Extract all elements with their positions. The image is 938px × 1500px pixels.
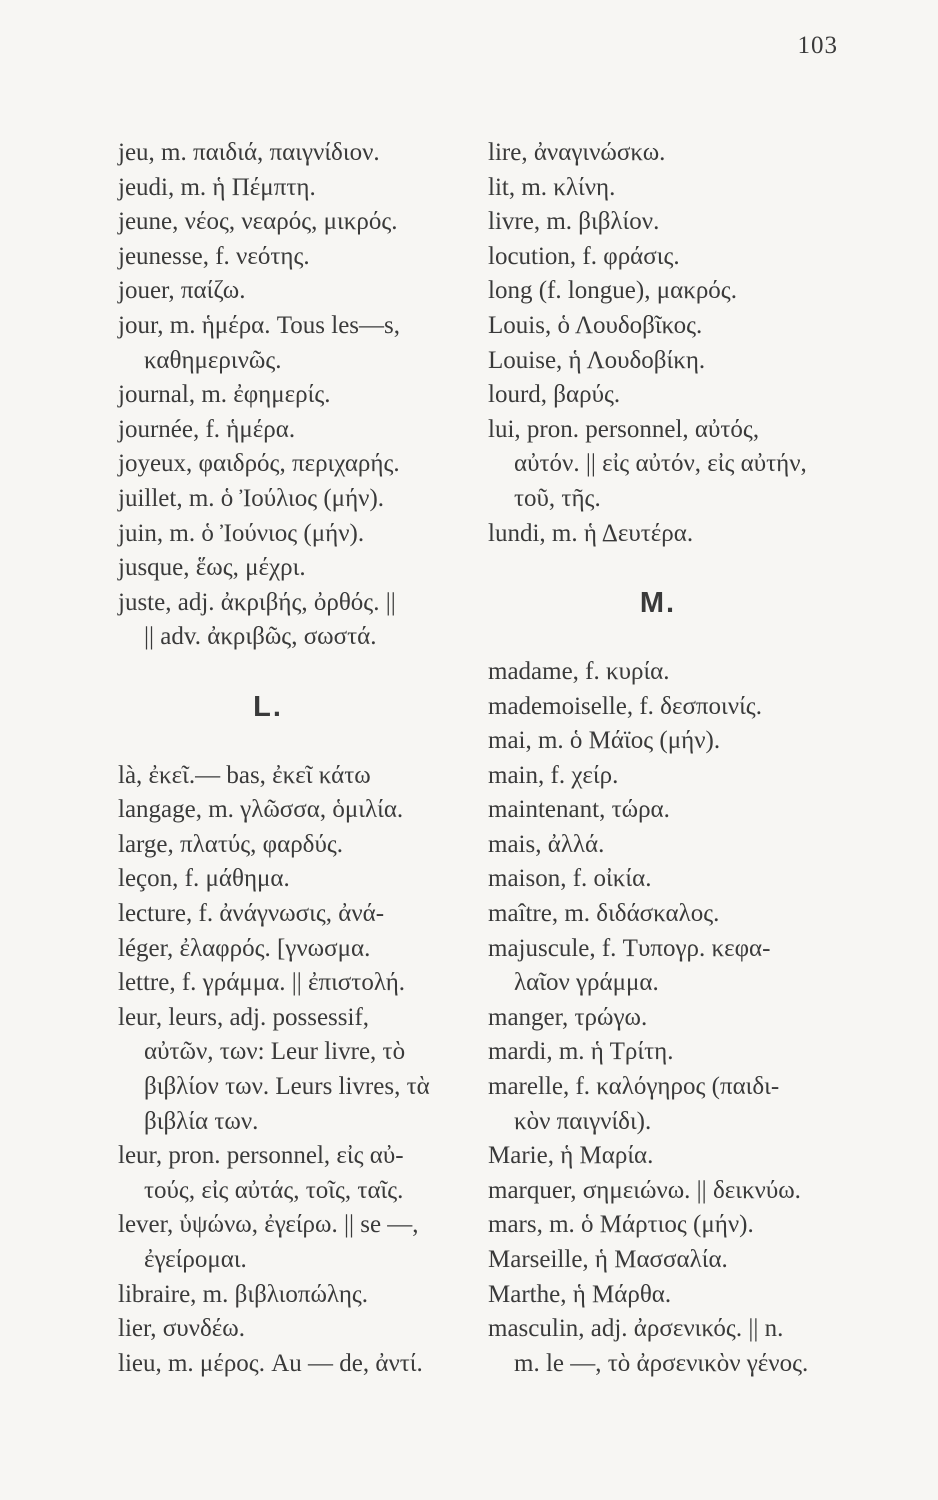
dictionary-entry: langage, m. γλῶσσα, ὁμιλία. [118,796,404,824]
dictionary-entry-continuation: βιβλία των. [144,1107,259,1135]
dictionary-entry: Marie, ἡ Μαρία. [488,1142,654,1170]
dictionary-entry: marquer, σημειώνω. || δεικνύω. [488,1176,801,1204]
dictionary-entry: main, f. χείρ. [488,761,619,789]
section-spacer [488,620,868,655]
dictionary-entry: mars, m. ὁ Μάρτιος (μήν). [488,1211,754,1239]
dictionary-entry: marelle, f. καλόγηρος (παιδι- [488,1073,780,1101]
dictionary-entry: leur, pron. personnel, εἰς αὐ- [118,1142,404,1170]
page-number: 103 [797,32,838,59]
dictionary-entry-continuation: αὐτῶν, των: Leur livre, τὸ [144,1038,406,1066]
dictionary-entry: mademoiselle, f. δεσποινίς. [488,692,762,720]
dictionary-entry: leur, leurs, adj. possessif, [118,1003,370,1031]
dictionary-entry: majuscule, f. Τυπογρ. κεφα- [488,934,771,962]
dictionary-entry: libraire, m. βιβλιοπώλης. [118,1280,369,1308]
dictionary-entry-continuation: αὐτόν. || εἰς αὐτόν, εἰς αὐτήν, [514,450,807,478]
dictionary-entry: masculin, adj. ἀρσενικός. || n. [488,1315,784,1343]
left-column [118,136,468,1381]
dictionary-entry: jeune, νέος, νεαρός, μικρός. [118,208,398,236]
dictionary-entry: juste, adj. ἀκριβής, ὀρθός. || [118,588,396,616]
dictionary-entry: lettre, f. γράμμα. || ἐπιστολή. [118,969,406,997]
section-spacer [118,655,468,690]
dictionary-entry: journée, f. ἡμέρα. [118,415,296,443]
dictionary-entry: maître, m. διδάσκαλος. [488,900,720,928]
dictionary-entry: juin, m. ὁ Ἰούνιος (μήν). [118,519,365,547]
dictionary-entry: lui, pron. personnel, αὐτός, [488,415,760,443]
dictionary-entry: maintenant, τώρα. [488,796,670,824]
letter-heading-m: M. [639,586,677,619]
dictionary-entry: long (f. longue), μακρός. [488,277,737,305]
dictionary-entry: joyeux, φαιδρός, περιχαρής. [118,450,400,478]
dictionary-entry: Louise, ἡ Λουδοβίκη. [488,346,706,374]
dictionary-entry: madame, f. κυρία. [488,657,670,685]
dictionary-entry-continuation: βιβλίον των. Leurs livres, τὰ [144,1073,430,1101]
dictionary-entry: lit, m. κλίνη. [488,173,616,201]
dictionary-entry: Marthe, ἡ Μάρθα. [488,1280,672,1308]
dictionary-entry: lire, ἀναγινώσκω. [488,139,666,166]
dictionary-entry-continuation: || adv. ἀκριβῶς, σωστά. [144,623,377,651]
dictionary-entry: là, ἐκεῖ.— bas, ἐκεῖ κάτω [118,761,371,789]
dictionary-entry: jusque, ἕως, μέχρι. [118,554,306,582]
dictionary-entry: journal, m. ἐφημερίς. [118,381,331,409]
section-spacer [118,724,468,759]
dictionary-entry-continuation: καθημερινῶς. [144,346,282,374]
dictionary-entry: lourd, βαρύς. [488,381,621,409]
dictionary-entry: lieu, m. μέρος. Au — de, ἀντί. [118,1349,423,1377]
dictionary-entry: livre, m. βιβλίον. [488,208,660,236]
dictionary-entry-continuation: κὸν παιγνίδι). [514,1107,652,1135]
dictionary-entry: leçon, f. μάθημα. [118,865,290,893]
dictionary-entry: Marseille, ἡ Μασσαλία. [488,1246,728,1273]
dictionary-entry: manger, τρώγω. [488,1003,648,1031]
dictionary-entry: juillet, m. ὁ Ἰούλιος (μήν). [118,484,385,512]
dictionary-entry: jour, m. ἡμέρα. Tous les—s, [118,311,401,339]
dictionary-entry-continuation: λαῖον γράμμα. [514,969,659,997]
section-spacer [488,551,868,586]
dictionary-entry: lier, συνδέω. [118,1315,245,1343]
dictionary-entry: mais, ἀλλά. [488,830,605,858]
dictionary-entry: jeunesse, f. νεότης. [118,242,310,270]
dictionary-entry-continuation: τοῦ, τῆς. [514,484,601,512]
dictionary-entry: lecture, f. ἀνάγνωσις, ἀνά- [118,900,385,928]
dictionary-entry-continuation: τούς, εἰς αὐτάς, τοῖς, ταῖς. [144,1176,404,1204]
dictionary-entry: locution, f. φράσις. [488,242,680,270]
dictionary-entry: mardi, m. ἡ Τρίτη. [488,1038,674,1066]
dictionary-entry: léger, ἐλαφρός. [γνωσμα. [118,934,371,962]
dictionary-entry: large, πλατύς, φαρδύς. [118,830,343,858]
dictionary-entry: Louis, ὁ Λουδοβῖκος. [488,311,703,339]
dictionary-entry-continuation: m. le —, τὸ ἀρσενικὸν γένος. [514,1349,809,1377]
right-column [488,136,868,1381]
dictionary-entry: maison, f. οἰκία. [488,865,652,893]
dictionary-entry: jeudi, m. ἡ Πέμπτη. [118,173,316,201]
dictionary-entry: jeu, m. παιδιά, παιγνίδιον. [118,139,380,166]
dictionary-entry-continuation: ἐγείρομαι. [144,1246,247,1273]
letter-heading-l: L. [253,690,283,723]
dictionary-entry: lundi, m. ἡ Δευτέρα. [488,519,694,547]
dictionary-entry: lever, ὑψώνω, ἐγείρω. || se —, [118,1211,419,1239]
dictionary-entry: mai, m. ὁ Μάϊος (μήν). [488,727,721,755]
dictionary-entry: jouer, παίζω. [118,277,246,305]
